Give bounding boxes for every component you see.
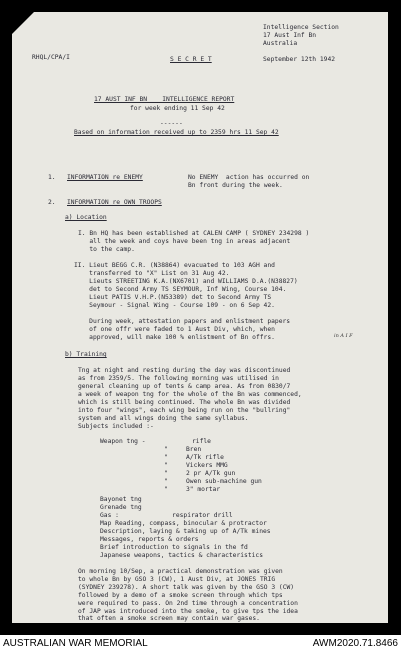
- report-title: 17 AUST INF BN INTELLIGENCE REPORT: [94, 96, 235, 103]
- ditto-mark: ": [164, 454, 168, 461]
- training-para-2-line-6: of JAP was introduced into the smoke, to give tps the idea: [78, 608, 298, 615]
- archive-name: AUSTRALIAN WAR MEMORIAL: [3, 638, 148, 649]
- location-para-3-line-2: of one offr were faded to 1 Aust Div, which, when: [74, 326, 275, 333]
- training-para-2-line-3: (SYDNEY 239278). A short talk was given by the GSO 3 (CW): [78, 584, 295, 591]
- archive-footer: [0, 635, 401, 653]
- training-para-1-line-5: which is still being continued. The whole Bn was divided: [78, 399, 291, 406]
- ditto-mark: ": [164, 486, 168, 493]
- section-2-number: 2.: [48, 199, 56, 206]
- location-para-3-line-3: approved, will make 100 % enlistment of Bn offrs.: [74, 334, 275, 341]
- weapon-item: A/Tk rifle: [186, 454, 224, 461]
- ditto-mark: ": [164, 462, 168, 469]
- training-para-2-line-5: were required to pass. On 2nd time through a concentration: [78, 600, 298, 607]
- section-1-heading: INFORMATION re ENEMY: [67, 174, 143, 181]
- training-para-1-line-8: Subjects included :-: [78, 423, 154, 430]
- ditto-mark: ": [164, 446, 168, 453]
- weapon-tng-label: Weapon tng -: [100, 438, 146, 445]
- location-para-1-line-1: I. Bn HQ has been established at CALEN CAMP ( SYDNEY 234298 ): [78, 230, 310, 237]
- location-para-2-line-4: det to Second Army TS SEYMOUR, Inf Wing, Course 104.: [74, 286, 287, 293]
- weapon-item: Vickers MMG: [186, 462, 228, 469]
- location-para-2-line-6: Seymour - Signal Wing - Course 109 - on 6 Sep 42.: [74, 302, 275, 309]
- subject-item: Messages, reports & orders: [100, 536, 199, 543]
- training-para-1-line-7: system and all wings doing the same syllabus.: [78, 415, 249, 422]
- training-para-1-line-3: general cleaning up of tents & camp area. As from 0830/7: [78, 383, 291, 390]
- subject-item: Grenade tng: [100, 504, 142, 511]
- subject-item: Description, laying & taking up of A/Tk mines: [100, 528, 271, 535]
- training-para-1-line-4: a week of weapon tng for the whole of the Bn was commenced,: [78, 391, 302, 398]
- training-para-2-line-2: to whole Bn by GSO 3 (CW), 1 Aust Div, at JONES TRIG: [78, 576, 276, 583]
- section-1-text-2: Bn front during the week.: [188, 182, 283, 189]
- location-para-2-line-2: transferred to "X" List on 31 Aug 42.: [74, 270, 230, 277]
- title-dashes: ------: [160, 120, 183, 127]
- report-period: for week ending 11 Sep 42: [130, 105, 225, 112]
- org-line-1: Intelligence Section: [263, 24, 339, 31]
- weapon-item: rifle: [192, 438, 211, 445]
- torn-corner: [12, 12, 34, 34]
- subject-item: Gas : respirator drill: [100, 512, 233, 519]
- location-para-2-line-5: Lieut PATIS V.H.P.(N53389) det to Second Army TS: [74, 294, 272, 301]
- org-line-3: Australia: [263, 40, 298, 47]
- archive-id: AWM2020.71.8466: [312, 638, 398, 649]
- training-para-2-line-4: followed by a demo of a smoke screen through which tps: [78, 592, 283, 599]
- training-heading: b) Training: [65, 351, 107, 358]
- weapon-item: Bren: [186, 446, 202, 453]
- subject-item: Map Reading, compass, binocular & protractor: [100, 520, 267, 527]
- document-page: [12, 12, 388, 623]
- weapon-item: 3" mortar: [186, 486, 221, 493]
- training-para-2-line-7: that often a smoke screen may contain war gases.: [78, 615, 260, 622]
- report-date: September 12th 1942: [263, 56, 336, 63]
- training-para-2-line-1: On morning 10/Sep, a practical demonstration was given: [78, 568, 283, 575]
- location-heading: a) Location: [65, 214, 107, 221]
- section-1-text-1: No ENEMY action has occurred on: [188, 174, 310, 181]
- file-reference: RHQL/CPA/I: [32, 54, 70, 61]
- handwritten-annotation: in A I F: [334, 333, 353, 339]
- subject-item: Japanese weapons, tactics & characteristics: [100, 552, 264, 559]
- location-para-2-line-1: II. Lieut BEGG C.R. (N38864) evacuated to 103 AGH and: [74, 262, 275, 269]
- training-para-1-line-1: Tng at night and resting during the day was discontinued: [78, 367, 291, 374]
- report-basis: Based on information received up to 2359 hrs 11 Sep 42: [74, 129, 279, 136]
- ditto-mark: ": [164, 478, 168, 485]
- weapon-item: 2 pr A/Tk gun: [186, 470, 236, 477]
- location-para-1-line-2: all the week and coys have been tng in areas adjacent: [78, 238, 291, 245]
- section-1-number: 1.: [48, 174, 56, 181]
- weapon-item: Owen sub-machine gun: [186, 478, 262, 485]
- ditto-mark: ": [164, 470, 168, 477]
- location-para-2-line-3: Lieuts STREETING K.A.(NX6701) and WILLIAMS D.A.(N38827): [74, 278, 298, 285]
- location-para-3-line-1: During week, attestation papers and enlistment papers: [74, 318, 291, 325]
- section-2-heading: INFORMATION re OWN TROOPS: [67, 199, 162, 206]
- classification: S E C R E T: [170, 56, 212, 63]
- location-para-1-line-3: to the camp.: [78, 246, 135, 253]
- subject-item: Brief introduction to signals in the fd: [100, 544, 248, 551]
- org-line-2: 17 Aust Inf Bn: [263, 32, 317, 39]
- training-para-1-line-2: as from 2359/5. The following morning was utilised in: [78, 375, 279, 382]
- training-para-1-line-6: into four "wings", each wing being run on the "bullring": [78, 407, 291, 414]
- subject-item: Bayonet tng: [100, 496, 142, 503]
